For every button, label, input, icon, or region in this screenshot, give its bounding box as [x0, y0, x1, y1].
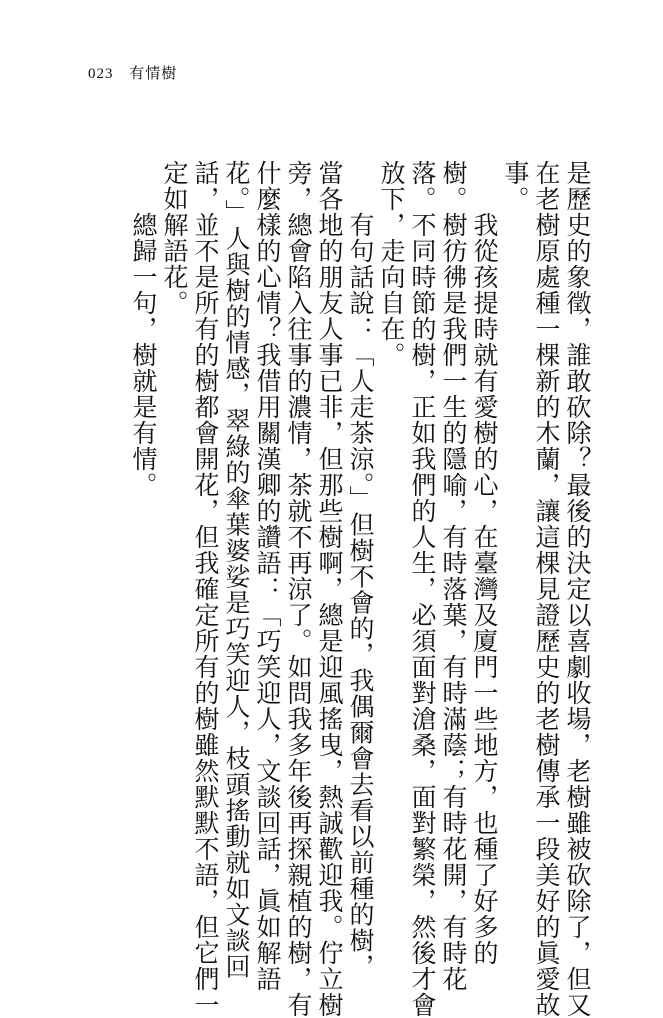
text-column: 什麼樣的心情？我借用關漢卿的讚語：「巧笑迎人，文談回話，眞如解語: [253, 160, 282, 992]
text-column: 是歷史的象徵，誰敢砍除？最後的決定以喜劇收場，老樹雖被砍除了，但又: [563, 160, 592, 1018]
running-title: 有情樹: [129, 64, 178, 82]
text-column: 花。」人與樹的情感，翠綠的傘葉婆娑是巧笑迎人，枝頭搖動就如文談回: [222, 160, 251, 980]
text-column: 話，並不是所有的樹都會開花，但我確定所有的樹雖然默默不語，但它們一: [191, 160, 220, 1018]
text-column: 放下，走向自在。: [377, 160, 406, 368]
text-column: 有句話說：「人走茶涼。」但樹不會的，我偶爾會去看以前種的樹，: [346, 160, 375, 980]
page-number: 023: [88, 66, 114, 82]
text-column: 樹。樹彷彿是我們一生的隱喻，有時落葉，有時滿蔭；有時花開，有時花: [439, 160, 468, 992]
text-column: 在老樹原處種一棵新的木蘭，讓這棵見證歷史的老樹傳承一段美好的眞愛故: [532, 160, 561, 1018]
text-column: 落。不同時節的樹，正如我們的人生，必須面對滄桑，面對繁榮，然後才會: [408, 160, 437, 1018]
text-column: 我從孩提時就有愛樹的心，在臺灣及廈門一些地方，也種了好多的: [470, 160, 499, 966]
text-column: 旁，總會陷入往事的濃情，茶就不再涼了。如問我多年後再探親植的樹，有: [284, 160, 313, 1018]
text-column: 事。: [501, 160, 530, 212]
text-column: 總歸一句，樹就是有情。: [129, 160, 158, 498]
text-column: 定如解語花。: [160, 160, 189, 316]
text-column: 當各地的朋友人事已非，但那些樹啊，總是迎風搖曳，熱誠歡迎我。佇立樹: [315, 160, 344, 1018]
